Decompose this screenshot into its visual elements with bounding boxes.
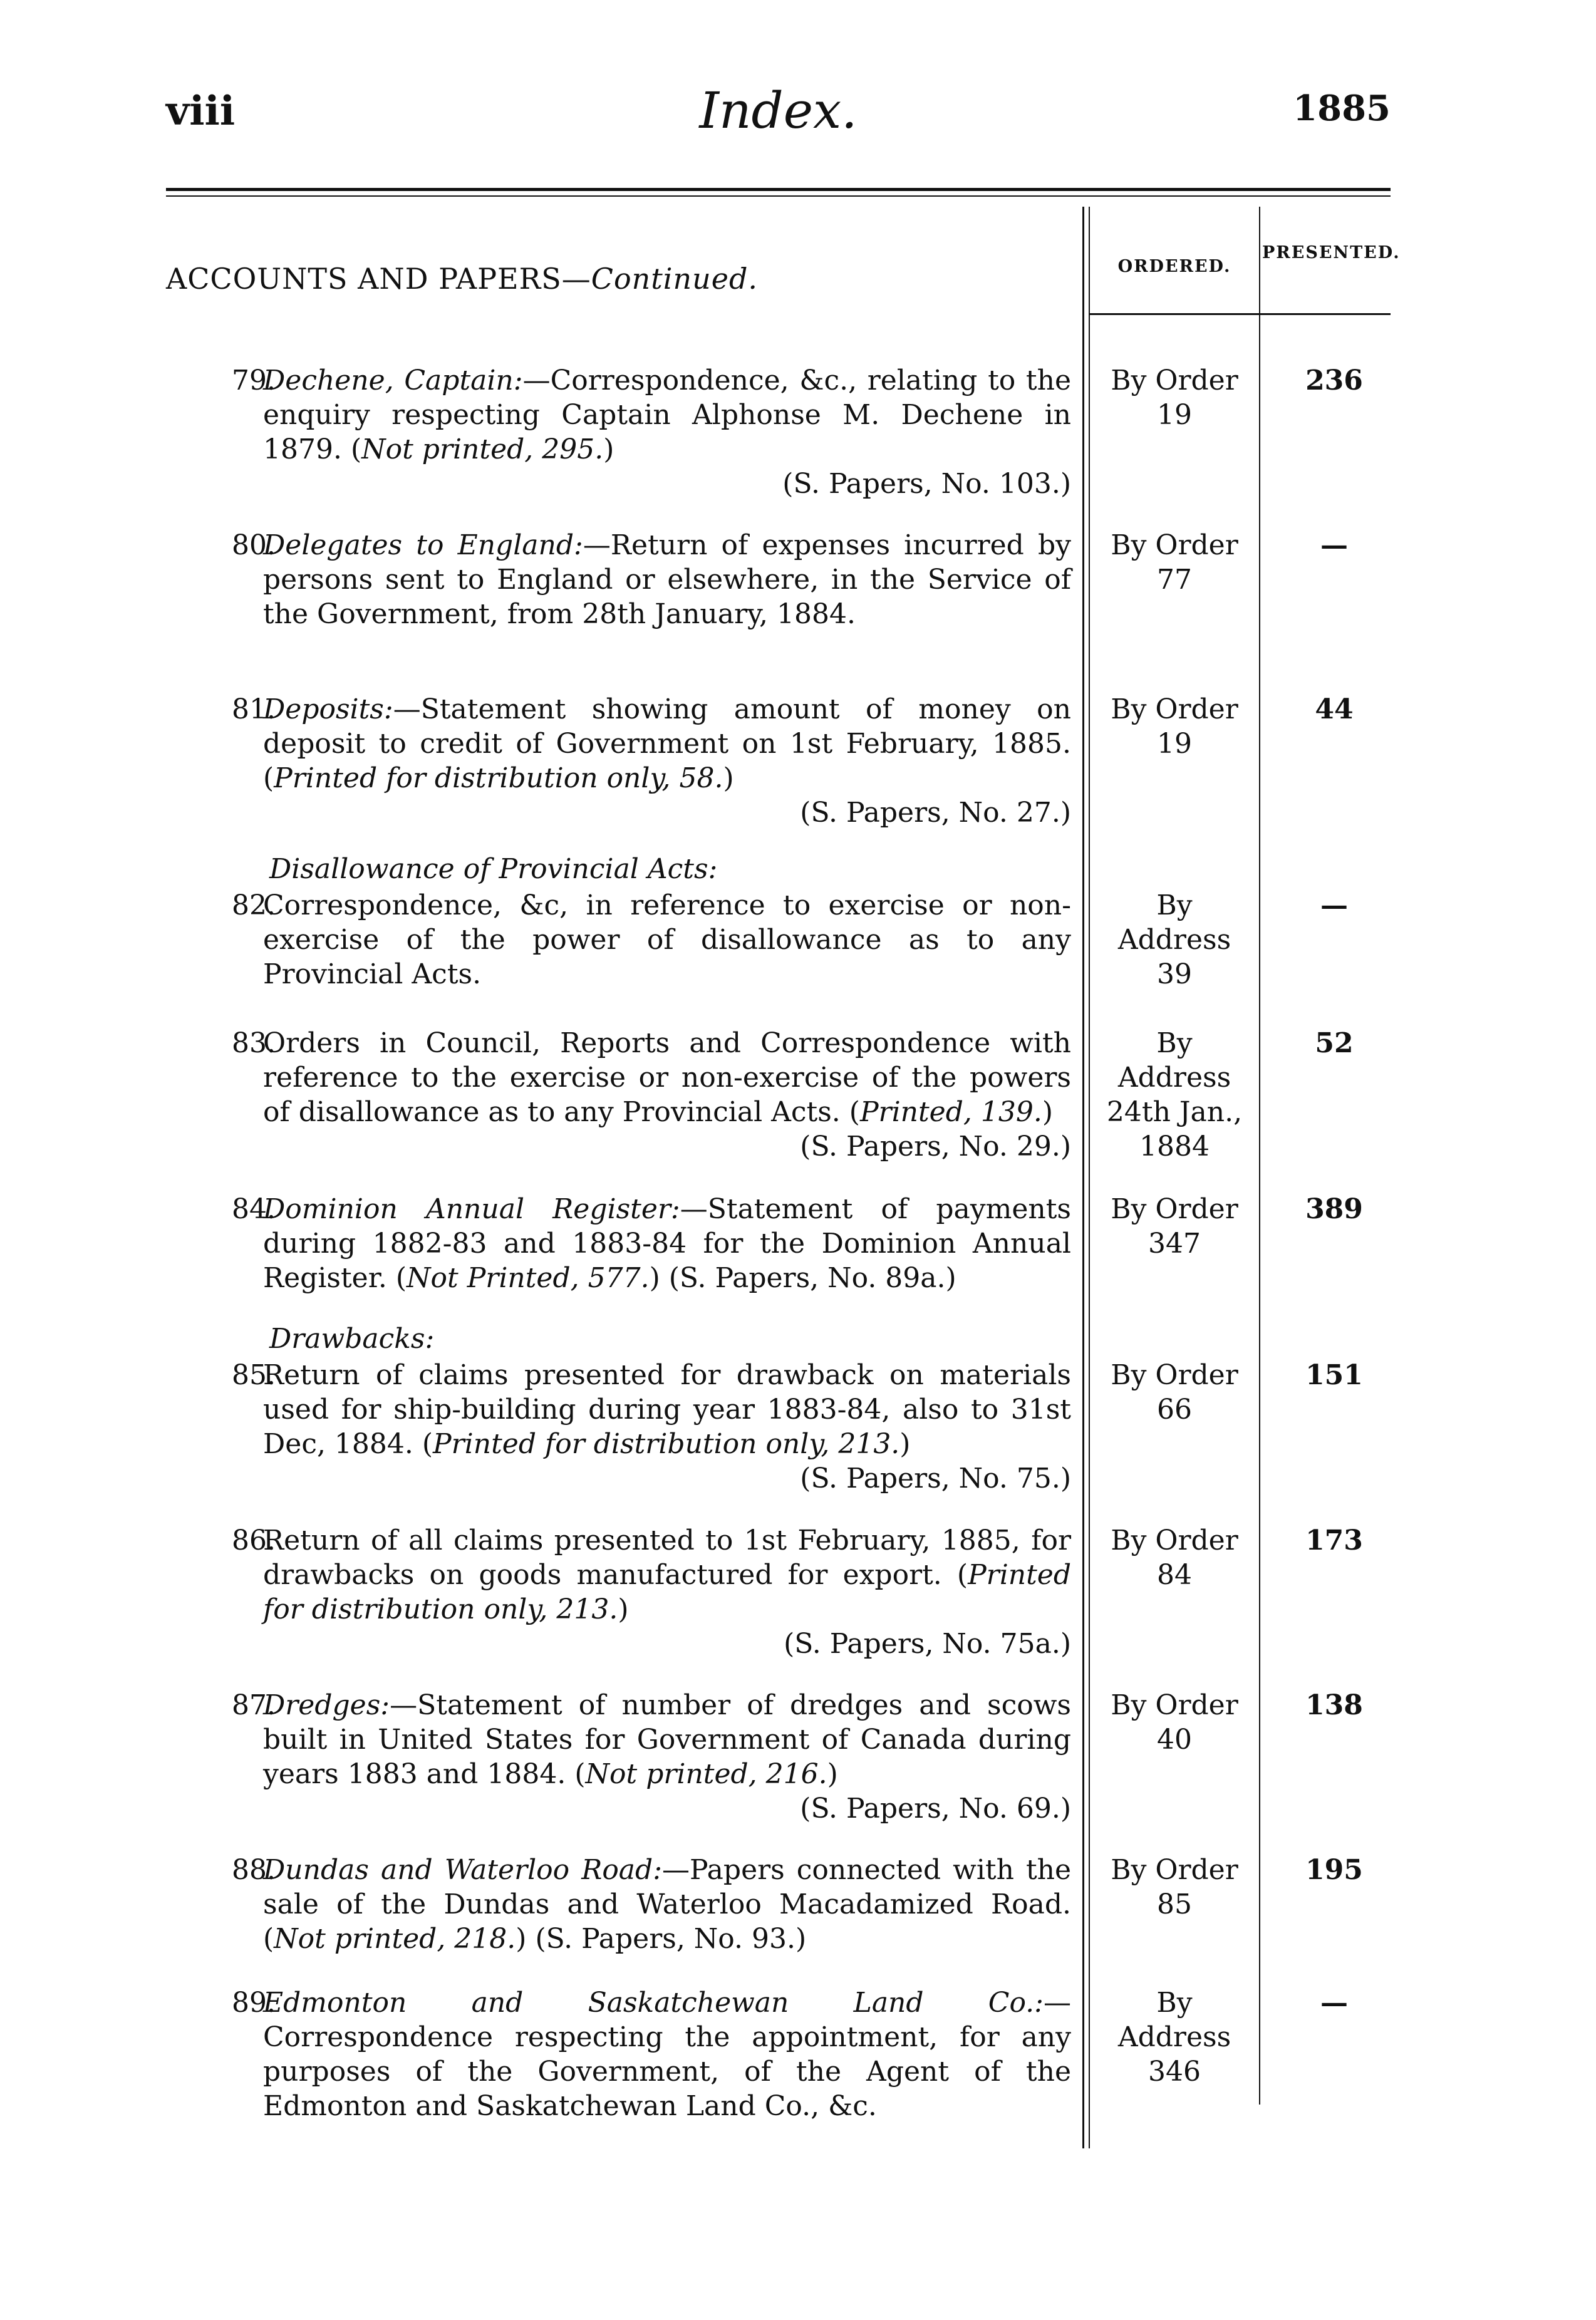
entry-reference: (S. Papers, No. 75a.) <box>784 1628 1071 1660</box>
entry-82 <box>232 888 1071 992</box>
entry-subject: Dredges: <box>263 1689 390 1721</box>
entry-86: 86. Return of all claims presented to 1st February, 1885, for drawbacks on goods manufactured for export. (Printed for distribution only, 213.) (S. Papers, No. 75a.) <box>232 1525 1071 1660</box>
entry-number: 87. <box>232 1689 276 1721</box>
entry-87: 87. Dredges:—Statement of number of dredges and scows built in United States for Government of Canada during years 1883 and 1884. (Not printed, 216.) (S. Papers, No. 69.) <box>232 1689 1071 1825</box>
column-header-ordered: ORDERED. <box>1117 257 1231 276</box>
presented-89: — <box>1320 1987 1348 2019</box>
page-year: 1885 <box>1293 88 1391 129</box>
entry-text: —Return of expenses incurred by persons sent to England or elsewhere, in the Service of the Government, from 28th January, 1884. <box>263 529 1072 630</box>
presented-79: 236 <box>1305 365 1363 396</box>
ordered-84: By Order 347 <box>1111 1193 1238 1260</box>
entry-note: Not Printed, 577. <box>407 1262 650 1294</box>
presented-87: 138 <box>1305 1689 1363 1721</box>
entry-reference: (S. Papers, No. 103.) <box>782 468 1071 500</box>
presented-86: 173 <box>1305 1525 1363 1556</box>
entry-text: Return of claims presented for drawback on materials used for ship-building during year 1883-84, also to 31st Dec, 1884. ( <box>263 1359 1071 1460</box>
column-divider-left <box>1082 207 1084 2148</box>
entry-text: Orders in Council, Reports and Correspondence with reference to the exercise or non-exercise of the powers of disallowance as to any Provincial Acts. ( <box>263 1027 1071 1128</box>
subhead-drawbacks: Drawbacks: <box>269 1323 435 1355</box>
entry-text: —Statement of payments during 1882-83 and 1883-84 for the Dominion Annual Register. ( <box>263 1193 1071 1294</box>
header-rule-bottom <box>166 195 1391 197</box>
entry-note: Not printed, 218. <box>274 1923 516 1955</box>
ordered-87: By Order 40 <box>1111 1689 1238 1756</box>
entry-reference: (S. Papers, No. 93.) <box>535 1923 807 1955</box>
entry-text: Correspondence, &c, in reference to exercise or non-exercise of the power of disallowance as to any Provincial Acts. <box>263 889 1071 990</box>
entry-note: Printed for distribution only, 58. <box>274 762 723 794</box>
entry-note: Printed, 139. <box>859 1096 1042 1128</box>
entry-note: Printed for distribution only, 213. <box>263 1559 1071 1625</box>
page-number: viii <box>166 88 236 135</box>
entry-number: 84. <box>232 1193 276 1225</box>
ordered-89: By Address 346 <box>1117 1987 1231 2088</box>
entry-subject: Delegates to England: <box>263 529 583 561</box>
subhead-disallowance: Disallowance of Provincial Acts: <box>269 853 718 885</box>
ordered-83: By Address 24th Jan., 1884 <box>1106 1027 1243 1163</box>
entry-number: 81. <box>232 693 276 725</box>
presented-82: — <box>1320 889 1348 921</box>
page-header <box>166 75 1391 150</box>
entry-note: Not printed, 295. <box>361 433 604 465</box>
entry-subject: Edmonton and Saskatchewan Land Co.: <box>263 1987 1044 2019</box>
entry-subject: Deposits: <box>263 693 393 725</box>
entry-note: Printed for distribution only, 213. <box>433 1428 900 1460</box>
entry-83: 83. Orders in Council, Reports and Correspondence with reference to the exercise or non-exercise of the powers of disallowance as to any Provincial Acts. (Printed, 139.) (S. Papers, No. 29.) <box>232 1027 1071 1163</box>
entry-reference: (S. Papers, No. 69.) <box>800 1793 1071 1825</box>
entry-text: —Correspondence respecting the appointment, for any purposes of the Government, of the Agent of the Edmonton and Saskatchewan Land Co., &c. <box>263 1987 1071 2122</box>
page-title: Index. <box>699 81 858 140</box>
presented-85: 151 <box>1305 1359 1363 1391</box>
entry-subject: Dechene, Captain: <box>263 365 523 396</box>
entry-reference: (S. Papers, No. 89a.) <box>668 1262 956 1294</box>
presented-88: 195 <box>1305 1854 1363 1886</box>
ordered-79: By Order 19 <box>1111 365 1238 431</box>
header-rule-top <box>166 188 1391 191</box>
ordered-86: By Order 84 <box>1111 1525 1238 1591</box>
ordered-81: By Order 19 <box>1111 693 1238 760</box>
entry-number: 85. <box>232 1359 276 1391</box>
entry-89 <box>232 1986 1071 2123</box>
entry-text: Return of all claims presented to 1st February, 1885, for drawbacks on goods manufactured for export. ( <box>263 1525 1071 1591</box>
entry-subject: Dundas and Waterloo Road: <box>263 1854 663 1886</box>
entry-number: 88. <box>232 1854 276 1886</box>
entry-reference: (S. Papers, No. 29.) <box>800 1131 1071 1163</box>
entry-number: 89. <box>232 1987 276 2019</box>
presented-83: 52 <box>1315 1027 1354 1059</box>
ordered-85: By Order 66 <box>1111 1359 1238 1426</box>
entry-80 <box>232 528 1072 631</box>
entry-text: —Statement showing amount of money on deposit to credit of Government on 1st February, 1885. ( <box>263 693 1071 794</box>
entry-number: 83. <box>232 1027 276 1059</box>
entry-note: Not printed, 216. <box>585 1758 827 1790</box>
column-divider-left-2 <box>1089 207 1090 2148</box>
column-header-presented: PRESENTED. <box>1262 243 1401 262</box>
entry-reference: (S. Papers, No. 75.) <box>800 1463 1071 1494</box>
entry-79: 79. Dechene, Captain:—Correspondence, &c., relating to the enquiry respecting Captain Alphonse M. Dechene in 1879. (Not printed, 295.) (S. Papers, No. 103.) <box>232 365 1071 500</box>
presented-84: 389 <box>1305 1193 1363 1225</box>
entry-number: 79. <box>232 365 276 396</box>
entry-text: —Statement of number of dredges and scows built in United States for Government of Canada during years 1883 and 1884. ( <box>263 1689 1071 1790</box>
entry-subject: Dominion Annual Register: <box>263 1193 680 1225</box>
entry-number: 80. <box>232 529 276 561</box>
entry-85: 85. Return of claims presented for drawback on materials used for ship-building during year 1883-84, also to 31st Dec, 1884. (Printed for distribution only, 213.) (S. Papers, No. 75.) <box>232 1359 1071 1494</box>
entry-number: 86. <box>232 1525 276 1556</box>
entry-81: 81. Deposits:—Statement showing amount of money on deposit to credit of Government on 1st February, 1885. (Printed for distribution only, 58.) (S. Papers, No. 27.) <box>232 693 1071 829</box>
entry-text: —Correspondence, &c., relating to the enquiry respecting Captain Alphonse M. Dechene in 1879. ( <box>263 365 1071 465</box>
entry-reference: (S. Papers, No. 27.) <box>800 797 1071 829</box>
ordered-88: By Order 85 <box>1111 1854 1238 1920</box>
presented-80: — <box>1320 529 1348 561</box>
column-header-rule <box>1090 313 1391 315</box>
column-divider-right <box>1259 207 1260 2105</box>
ordered-82: By Address 39 <box>1117 889 1231 990</box>
entry-text: —Papers connected with the sale of the Dundas and Waterloo Macadamized Road. ( <box>263 1854 1071 1955</box>
section-title: ACCOUNTS AND PAPERS—Continued. <box>166 262 759 296</box>
presented-81: 44 <box>1315 693 1354 725</box>
entry-number: 82. <box>232 889 276 921</box>
ordered-80: By Order 77 <box>1111 529 1238 596</box>
entry-84: 84. Dominion Annual Register:—Statement of payments during 1882-83 and 1883-84 for the Dominion Annual Register. (Not Printed, 577.) (S. Papers, No. 89a.) <box>232 1193 1071 1294</box>
entry-88: 88. Dundas and Waterloo Road:—Papers connected with the sale of the Dundas and Waterloo Macadamized Road. (Not printed, 218.) (S. Papers, No. 93.) <box>232 1854 1071 1955</box>
